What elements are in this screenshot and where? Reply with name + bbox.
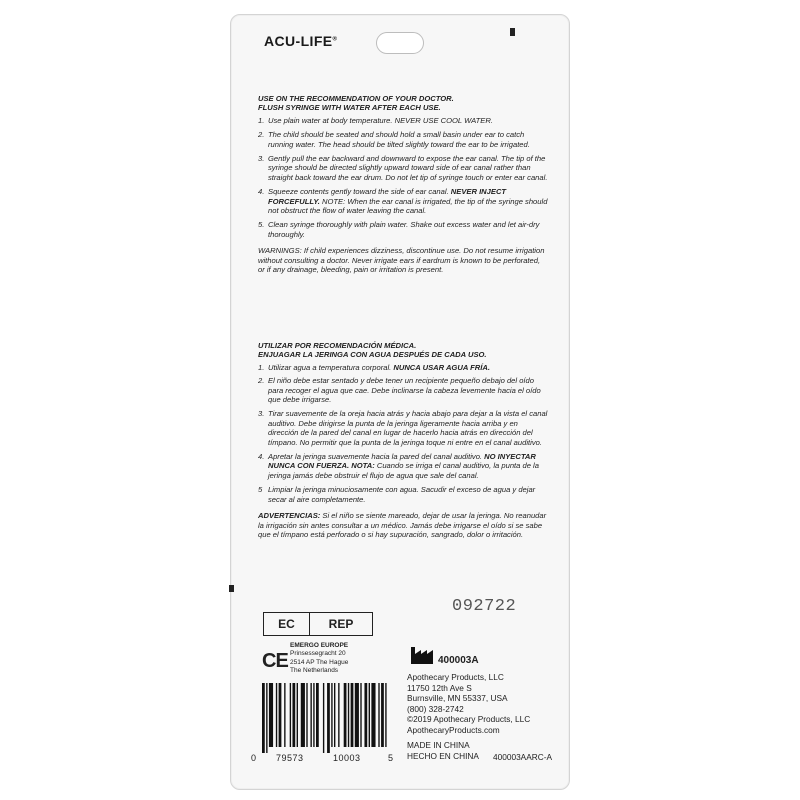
barcode-bar <box>385 683 386 747</box>
barcode-bar <box>276 683 277 747</box>
manufacturer-address: Apothecary Products, LLC 11750 12th Ave S Burnsville, MN 55337, USA (800) 328-2742 ©2019 Apothecary Products, LLC ApothecaryProducts.com <box>407 672 531 736</box>
barcode-bar <box>262 683 265 753</box>
english-instructions <box>258 94 548 281</box>
barcode-bar <box>292 683 295 747</box>
registration-mark <box>229 585 234 592</box>
header-line: USE ON THE RECOMMENDATION OF YOUR DOCTOR. <box>258 94 454 103</box>
barcode-bar <box>355 683 359 747</box>
barcode-bar <box>284 683 285 747</box>
list-item: 2. The child should be seated and should hold a small basin under ear to catch running water. The head should be tilted slightly toward the ear to be irrigated. <box>258 130 530 149</box>
header-line: ENJUAGAR LA JERINGA CON AGUA DESPUÉS DE CADA USO. <box>258 350 487 360</box>
barcode-bar <box>327 683 330 753</box>
warnings: WARNINGS: If child experiences dizziness, discontinue use. Do not resume irrigation without consulting a doctor. Never irrigate ears if eardrum is known to be perforated, or if any drainage, bleeding, pain or irritation is present. <box>258 246 545 275</box>
barcode-bar <box>378 683 379 747</box>
barcode-bar <box>310 683 311 747</box>
barcode-bar <box>290 683 291 747</box>
header-line: FLUSH SYRINGE WITH WATER AFTER EACH USE. <box>258 103 441 113</box>
header-line: UTILIZAR POR RECOMENDACIÓN MÉDICA. <box>258 341 417 350</box>
barcode-bar <box>279 683 282 747</box>
barcode-bar <box>266 683 267 753</box>
registration-mark <box>510 28 515 36</box>
upc-digits-right: 10003 <box>333 753 361 763</box>
warnings: ADVERTENCIAS: Si el niño se siente mareado, dejar de usar la jeringa. No reanudar la irrigación sin antes consultar a un médico. Jamás debe irrigarse el oído si se sabe que el tímpano está perforado o si hay supuración, sangrado, dolor o irritación. <box>258 511 547 539</box>
list-item: 3. Tirar suavemente de la oreja hacia atrás y hacia abajo para dejar a la vista el canal auditivo. Debe dirigirse la punta de la jeringa ligeramente hacia arriba y en dirección de la pared del canal en lugar de hacerlo hacia atrás en dirección del tímpano. No permitir que la punta de la jeringa toque ni entre en el canal auditivo. <box>258 409 548 447</box>
list-item: 2. El niño debe estar sentado y debe tener un recipiente pequeño debajo del oído para recoger el agua que cae. Debe inclinarse la cabeza levemente hacia el oído que debe irrigarse. <box>258 376 541 405</box>
lot-number: 092722 <box>452 597 517 616</box>
list-item: 4. Apretar la jeringa suavemente hacia la pared del canal auditivo. NO INYECTAR NUNCA CON FUERZA. NOTA: Cuando se irriga el canal auditivo, la punta de la jeringa jamás debe obstruir el flujo de agua que sale del canal. <box>258 452 539 480</box>
barcode-bar <box>334 683 335 747</box>
barcode-bar <box>360 683 361 747</box>
barcode-bar <box>381 683 384 747</box>
barcode-bar <box>351 683 354 747</box>
country-of-origin: MADE IN CHINA HECHO EN CHINA <box>407 740 479 761</box>
barcode-bar <box>306 683 307 747</box>
barcode-bar <box>269 683 273 747</box>
eu-representative: EMERGO EUROPE Prinsessegracht 20 2514 AP The Hague The Netherlands <box>290 642 349 675</box>
barcode-bar <box>316 683 319 747</box>
barcode-bar <box>338 683 339 747</box>
part-number: 400003AARC-A <box>493 752 553 762</box>
list-item: 1. Utilizar agua a temperatura corporal. NUNCA USAR AGUA FRÍA. <box>258 362 490 372</box>
ce-mark: CE <box>262 650 288 672</box>
upc-digit: 0 <box>251 753 257 763</box>
ec-rep-symbol: EC REP <box>263 612 373 636</box>
barcode-bar <box>323 683 324 753</box>
brand-logo: ACU-LIFE® <box>264 33 338 49</box>
barcode-bar <box>344 683 347 747</box>
barcode-bar <box>371 683 375 747</box>
list-item: 4. Squeeze contents gently toward the side of ear canal. NEVER INJECT FORCEFULLY. NOTE: When the ear canal is irrigated, the tip of the syringe should not obstruct the flow of water leaving the canal. <box>258 187 548 216</box>
spanish-instructions <box>258 341 548 545</box>
barcode-bar <box>331 683 332 747</box>
upc-digits-left: 79573 <box>276 753 304 763</box>
barcode-bar <box>313 683 314 747</box>
upc-digit: 5 <box>388 753 394 763</box>
barcode-bar <box>301 683 305 747</box>
barcode-bar <box>369 683 370 747</box>
barcode-bar <box>364 683 367 747</box>
list-item: 1. Use plain water at body temperature. NEVER USE COOL WATER. <box>258 115 493 125</box>
barcode-bar <box>348 683 349 747</box>
hang-hole <box>376 32 424 54</box>
list-item: 5 Limpiar la jeringa minuciosamente con agua. Sacudir el exceso de agua y dejar secar al aire completamente. <box>258 485 536 504</box>
barcode <box>262 683 388 753</box>
barcode-bar <box>297 683 298 747</box>
factory-icon <box>410 645 434 665</box>
manufacturer-code: 400003A <box>438 655 479 666</box>
list-item: 5. Clean syringe thoroughly with plain water. Shake out excess water and let air-dry thoroughly. <box>258 220 540 239</box>
list-item: 3. Gently pull the ear backward and downward to expose the ear canal. The tip of the syringe should be directed slightly upward toward side of ear canal rather than straight back toward the ear drum. Do not let tip of syringe touch or enter ear canal. <box>258 154 548 182</box>
